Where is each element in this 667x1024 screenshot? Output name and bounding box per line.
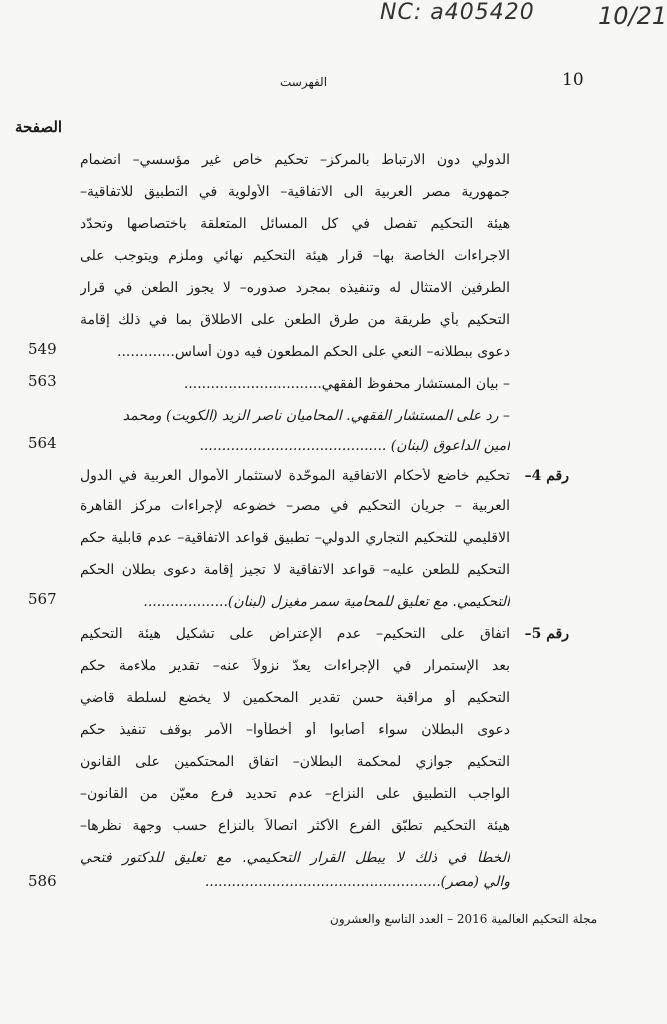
running-title: الفهرست — [280, 75, 328, 89]
entry-label-5: رقم 5– — [524, 626, 569, 642]
page-ref: 564 — [28, 434, 57, 452]
toc-line: هيئة التحكيم تطبّق الفرع الأكثر اتصالاً بالنزاع حسب وجهة نظرها– — [80, 818, 510, 834]
toc-line: التحكيمي. مع تعليق للمحامية سمر مغيزل (لبنان)................... — [143, 594, 510, 610]
page-ref: 567 — [28, 590, 57, 608]
toc-line: دعوى ببطلانه– النعي على الحكم المطعون فيه دون أساس............. — [117, 344, 510, 360]
toc-line: التحكيم جوازي لمحكمة البطلان– اتفاق المحتكمين على القانون — [80, 754, 510, 770]
page-column-heading: الصفحة — [15, 118, 63, 136]
toc-line: التحكيم للطعن عليه– قواعد الاتفاقية لا تجيز إقامة دعوى بطلان الحكم — [80, 562, 510, 578]
toc-line: التحكيم بأي طريقة من طرق الطعن على الاطلاق بما في ذلك إقامة — [80, 312, 510, 328]
page-ref: 549 — [28, 340, 57, 358]
toc-line: دعوى البطلان سواء أصابوا أو أخطأوا– الأمر بوقف تنفيذ حكم — [80, 722, 510, 738]
toc-line: تحكيم خاضع لأحكام الاتفاقية الموحّدة لاستثمار الأموال العربية في الدول — [80, 468, 510, 484]
toc-line: الاقليمي للتحكيم التجاري الدولي– تطبيق قواعد الاتفاقية– عدم قابلية حكم — [80, 530, 510, 546]
toc-line: بعد الإستمرار في الإجراءات يعدّ نزولاً عنه– تقدير ملاءمة حكم — [80, 658, 510, 674]
toc-line: الاجراءات الخاصة بها– قرار هيئة التحكيم نهائي وملزم ويتوجب على — [80, 248, 510, 264]
toc-line: هيئة التحكيم تفصل في كل المسائل المتعلقة باختصاصها وتحدّد — [80, 216, 510, 232]
page-number: 10 — [562, 70, 584, 90]
toc-line: اتفاق على التحكيم– عدم الإعتراض على تشكيل هيئة التحكيم — [80, 626, 510, 642]
toc-line: الدولي دون الارتباط بالمركز– تحكيم خاص غير مؤسسي– انضمام — [80, 152, 510, 168]
toc-line: – بيان المستشار محفوظ الفقهي............................... — [183, 376, 510, 392]
journal-footer: مجلة التحكيم العالمية 2016 – العدد التاسع والعشرون — [330, 912, 598, 926]
toc-line: جمهورية مصر العربية الى الاتفاقية– الأولوية في التطبيق للاتفاقية– — [80, 184, 510, 200]
page-ref: 563 — [28, 372, 57, 390]
toc-line: الواجب التطبيق على النزاع– عدم تحديد فرع معيّن من القانون– — [80, 786, 510, 802]
toc-line: التحكيم أو مراقبة حسن تقدير المحكمين لا يخضع لسلطة قاضي — [80, 690, 510, 706]
toc-line: الخطأ في ذلك لا يبطل القرار التحكيمي. مع تعليق للدكتور فتحي — [80, 850, 510, 866]
toc-line: امين الداعوق (لبنان) .......................................... — [199, 438, 510, 454]
page-ref: 586 — [28, 872, 57, 890]
archive-reference: NC: a405420 — [380, 0, 535, 25]
toc-line: والي (مصر)..................................................... — [204, 874, 510, 890]
entry-label-4: رقم 4– — [524, 468, 569, 484]
toc-line: – رد على المستشار الفقهي. المحاميان ناصر الزيد (الكويت) ومحمد — [122, 408, 510, 424]
handwritten-page-mark: 10/21 — [598, 2, 667, 30]
toc-line: الطرفين الامتثال له وتنفيذه بمجرد صدوره– لا يجوز الطعن في قرار — [80, 280, 510, 296]
toc-line: العربية – جريان التحكيم في مصر– خضوعه لإجراءات مركز القاهرة — [80, 498, 510, 514]
